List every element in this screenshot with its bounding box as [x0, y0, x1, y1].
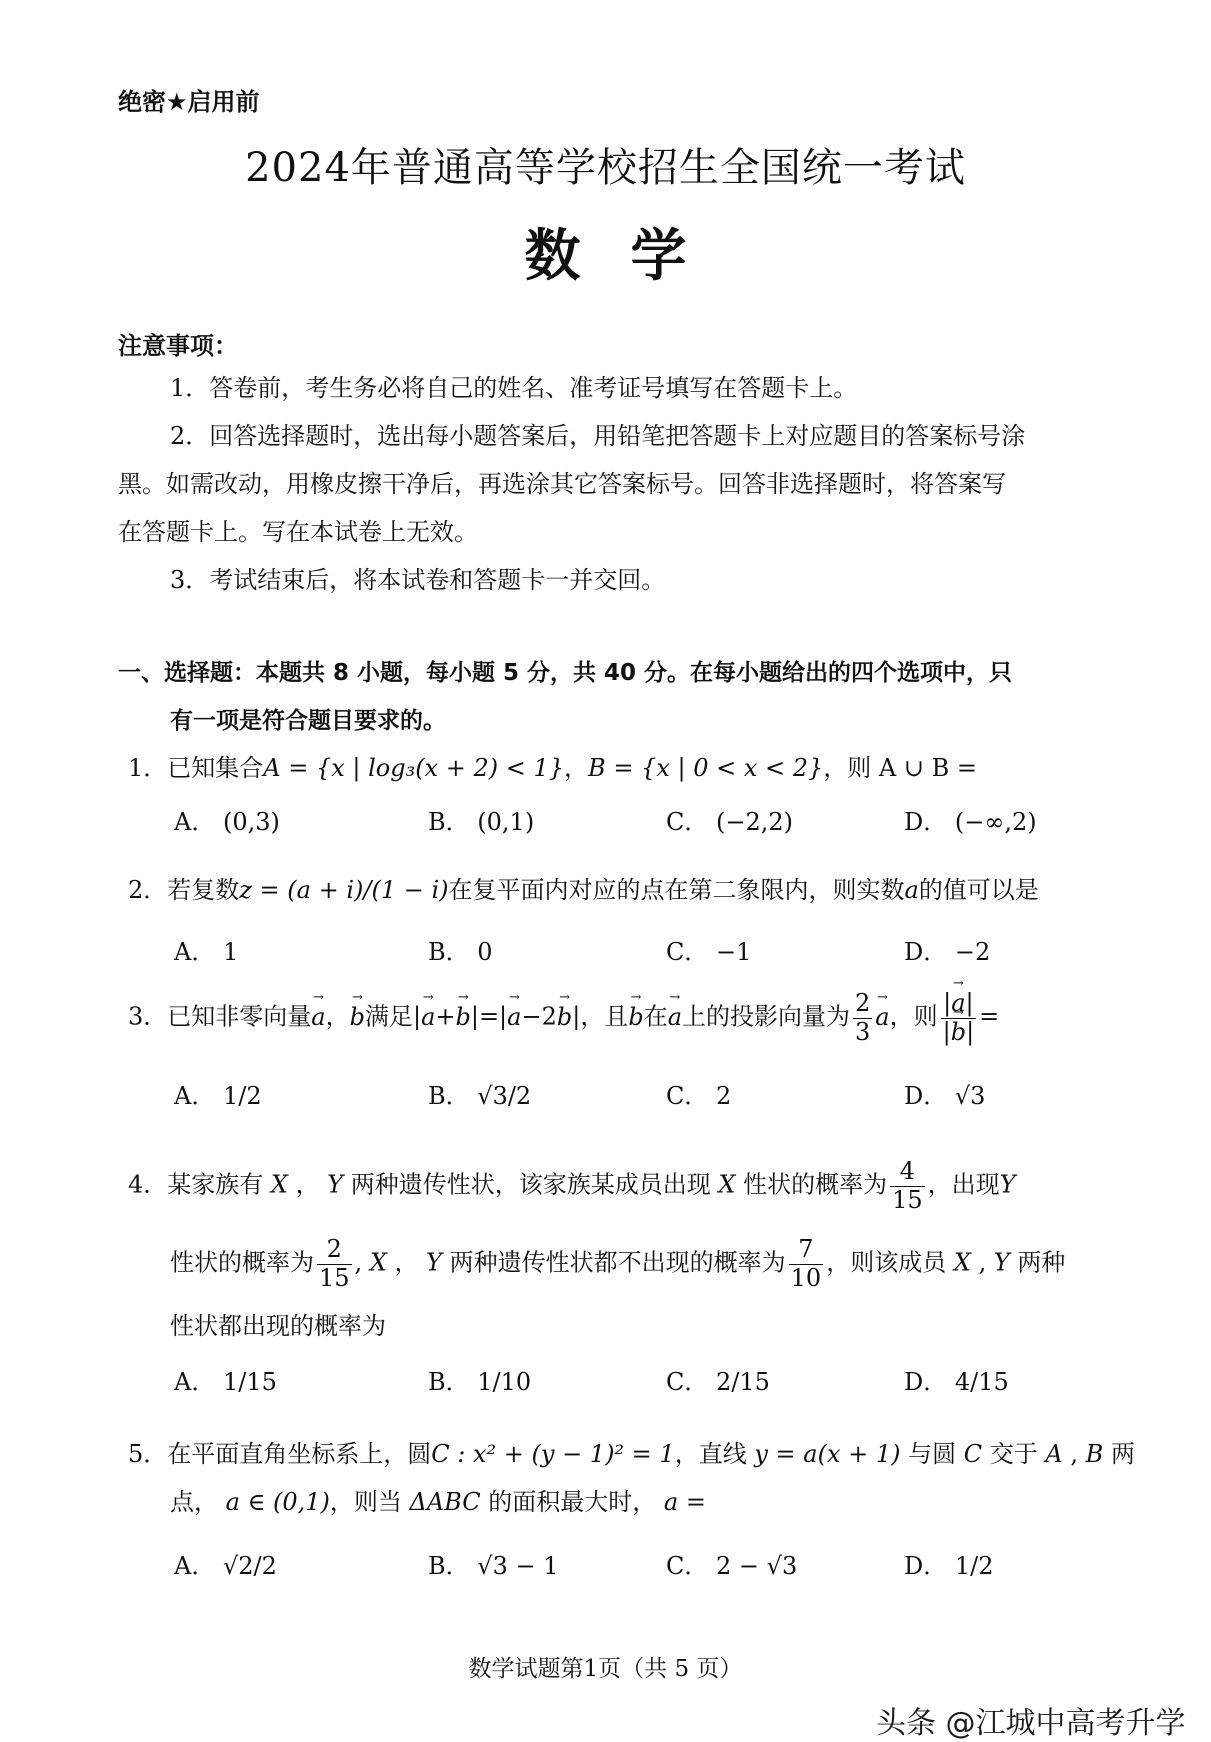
q4-option-c[interactable]: C． 2/15	[666, 1368, 770, 1396]
notice-item-2-line-2: 黑。如需改动，用橡皮擦干净后，再选涂其它答案标号。回答非选择题时，将答案写	[118, 470, 1006, 498]
q3-option-a[interactable]: A． 1/2	[174, 1082, 262, 1110]
q4-option-d[interactable]: D． 4/15	[904, 1368, 1009, 1396]
section-heading-line-1: 一、选择题：本题共 8 小题，每小题 5 分，共 40 分。在每小题给出的四个选项中，只	[118, 660, 1013, 686]
page-footer: 数学试题第1页（共 5 页）	[468, 1656, 743, 1682]
q5-option-d[interactable]: D． 1/2	[904, 1552, 994, 1580]
q3-option-b[interactable]: B． √3/2	[428, 1082, 532, 1110]
q4-option-a[interactable]: A． 1/15	[174, 1368, 277, 1396]
notice-item-3: 3．考试结束后，将本试卷和答题卡一并交回。	[170, 566, 666, 594]
q5-option-b[interactable]: B． √3 − 1	[428, 1552, 559, 1580]
q2-option-b[interactable]: B． 0	[428, 938, 493, 966]
q4-option-b[interactable]: B． 1/10	[428, 1368, 532, 1396]
notice-item-1: 1．答卷前，考生务必将自己的姓名、准考证号填写在答题卡上。	[170, 374, 858, 402]
q2-option-a[interactable]: A． 1	[174, 938, 239, 966]
q3-option-c[interactable]: C． 2	[666, 1082, 732, 1110]
q1-option-d[interactable]: D． (−∞,2)	[904, 808, 1037, 836]
question-4-line-2: 性状的概率为 $\frac{2}{15}$ , X ， Y 两种遗传性状都不出现的概率为 $\frac{7}{10}$ ，则该成员 X , Y 两种	[170, 1235, 1066, 1292]
q1-option-b[interactable]: B． (0,1)	[428, 808, 535, 836]
q5-option-a[interactable]: A． √2/2	[174, 1552, 277, 1580]
subject-title: 数学	[524, 224, 737, 289]
question-3: 3．已知非零向量→ a，→ b满足|→ a+→ b|=|→ a−2→ b|，且→ b在→ a上的投影向量为 $\frac{2}{3}$ → a，则 $\frac{|\to a|}{|\to b|}$ =	[128, 990, 999, 1046]
q1-option-c[interactable]: C． (−2,2)	[666, 808, 794, 836]
question-1: 1．已知集合A = {x | log₃(x + 2) < 1}，B = {x | 0 < x < 2}，则 A ∪ B =	[128, 754, 977, 782]
question-2: 2．若复数z = (a + i)/(1 − i)在复平面内对应的点在第二象限内，则实数a的值可以是	[128, 876, 1039, 904]
notice-item-2-line-1: 2．回答选择题时，选出每小题答案后，用铅笔把答题卡上对应题目的答案标号涂	[170, 422, 1026, 450]
question-4-line-3: 性状都出现的概率为	[170, 1312, 386, 1340]
watermark: 头条 @江城中高考升学	[876, 1706, 1186, 1741]
q5-option-c[interactable]: C． 2 − √3	[666, 1552, 798, 1580]
notice-item-2-line-3: 在答题卡上。写在本试卷上无效。	[118, 518, 478, 546]
q2-option-d[interactable]: D． −2	[904, 938, 991, 966]
q1-option-a[interactable]: A． (0,3)	[174, 808, 280, 836]
notice-heading: 注意事项：	[118, 332, 238, 360]
question-5-line-2: 点， a ∈ (0,1)，则当 ΔABC 的面积最大时， a =	[170, 1488, 706, 1516]
confidential-label: 绝密★启用前	[118, 88, 260, 116]
question-4-line-1: 4．某家族有 X ， Y 两种遗传性状，该家族某成员出现 X 性状的概率为 $\frac{4}{15}$ ，出现Y	[128, 1157, 1016, 1214]
q2-option-c[interactable]: C． −1	[666, 938, 752, 966]
q3-option-d[interactable]: D． √3	[904, 1082, 986, 1110]
question-5-line-1: 5．在平面直角坐标系上，圆C : x² + (y − 1)² = 1，直线 y = a(x + 1) 与圆 C 交于 A , B 两	[128, 1440, 1135, 1468]
exam-title: 2024年普通高等学校招生全国统一考试	[245, 145, 966, 191]
section-heading-line-2: 有一项是符合题目要求的。	[170, 708, 446, 734]
